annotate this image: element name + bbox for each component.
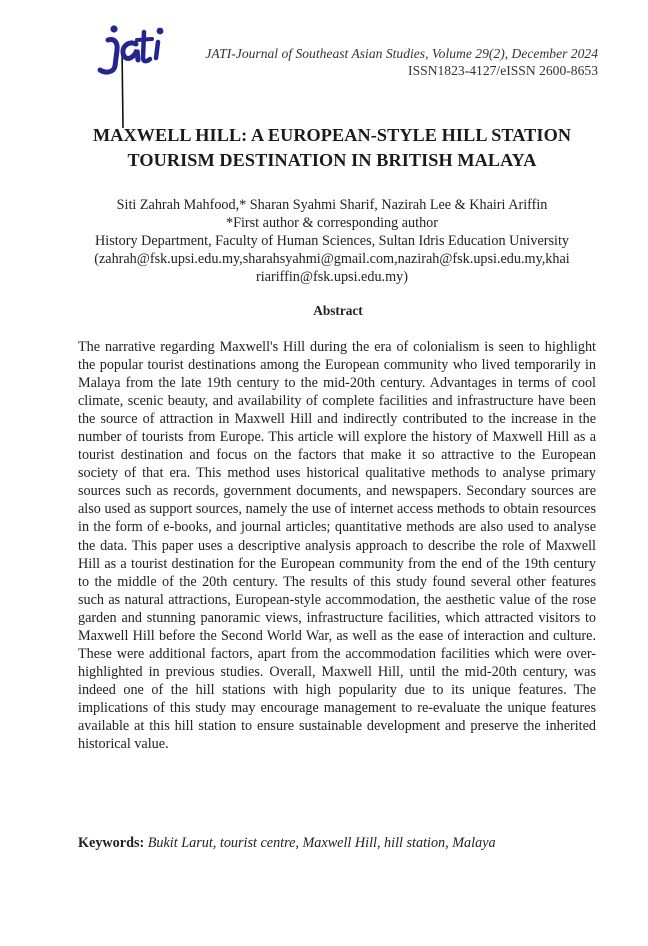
affiliation: History Department, Faculty of Human Sciences, Sultan Idris Education University	[95, 233, 569, 249]
keywords-label: Keywords:	[78, 835, 145, 851]
abstract-heading: Abstract	[313, 303, 363, 318]
journal-header	[180, 45, 598, 79]
author-names: Siti Zahrah Mahfood,* Sharan Syahmi Sharif, Nazirah Lee & Khairi Ariffin	[116, 197, 548, 213]
abstract-body: The narrative regarding Maxwell's Hill during the era of colonialism is seen to highlight the popular tourist destinations among the European community who lived temporarily in Malaya from the late 19th century to the mid-20th century. Advantages in terms of cool climate, scenic beauty, and availability of complete facilities and infrastructure have been the source of attraction in Maxwell Hill and indirectly contributed to the increase in the number of tourists from Europe. This article will explore the history of Maxwell Hill as a tourist destination and focus on the factors that make it so attractive to the European society of that era. This method uses historical qualitative methods to analyse primary sources such as records, government documents, and newspapers. Secondary sources are also used as support sources, namely the use of internet access methods to obtain resources in the form of e-books, and journal articles; quantitative methods are also used to analyse the data. This paper uses a descriptive analysis approach to describe the role of Maxwell Hill as a tourist destination for the European community from the end of the 19th century to the middle of the 20th century. The results of this study found several other features such as natural attractions, European-style accommodation, the aesthetic value of the rose garden and stunning panoramic views, infrastructure facilities, which attracted visitors to Maxwell Hill before the Second World War, as well as the ease of interaction and culture. These were additional factors, apart from the accommodation facilities which were over-highlighted in previous studies. Overall, Maxwell Hill, until the mid-20th century, was indeed one of the hill stations with high popularity due to its unique features. The implications of this study may encourage management to re-evaluate the unique features available at this hill station to ensure sustainable development and preserve the inherited historical value.	[78, 339, 596, 753]
author-emails-line-1: (zahrah@fsk.upsi.edu.my,sharahsyahmi@gmail.com,nazirah@fsk.upsi.edu.my,khai	[94, 251, 570, 267]
journal-logo	[92, 18, 172, 130]
paper-title	[40, 123, 624, 173]
journal-citation: JATI-Journal of Southeast Asian Studies, Volume 29(2), December 2024	[205, 46, 598, 61]
author-block	[40, 196, 624, 286]
title-line-2: TOURISM DESTINATION IN BRITISH MALAYA	[127, 150, 537, 170]
jati-logo-icon	[92, 18, 172, 130]
author-emails-line-2: riariffin@fsk.upsi.edu.my)	[256, 269, 408, 285]
keywords-line	[78, 834, 596, 852]
issn-line: ISSN1823-4127/eISSN 2600-8653	[408, 63, 598, 78]
keywords-list: Bukit Larut, tourist centre, Maxwell Hill, hill station, Malaya	[147, 835, 496, 851]
title-line-1: MAXWELL HILL: A EUROPEAN-STYLE HILL STATION	[92, 125, 572, 145]
corresponding-note: *First author & corresponding author	[226, 215, 438, 231]
